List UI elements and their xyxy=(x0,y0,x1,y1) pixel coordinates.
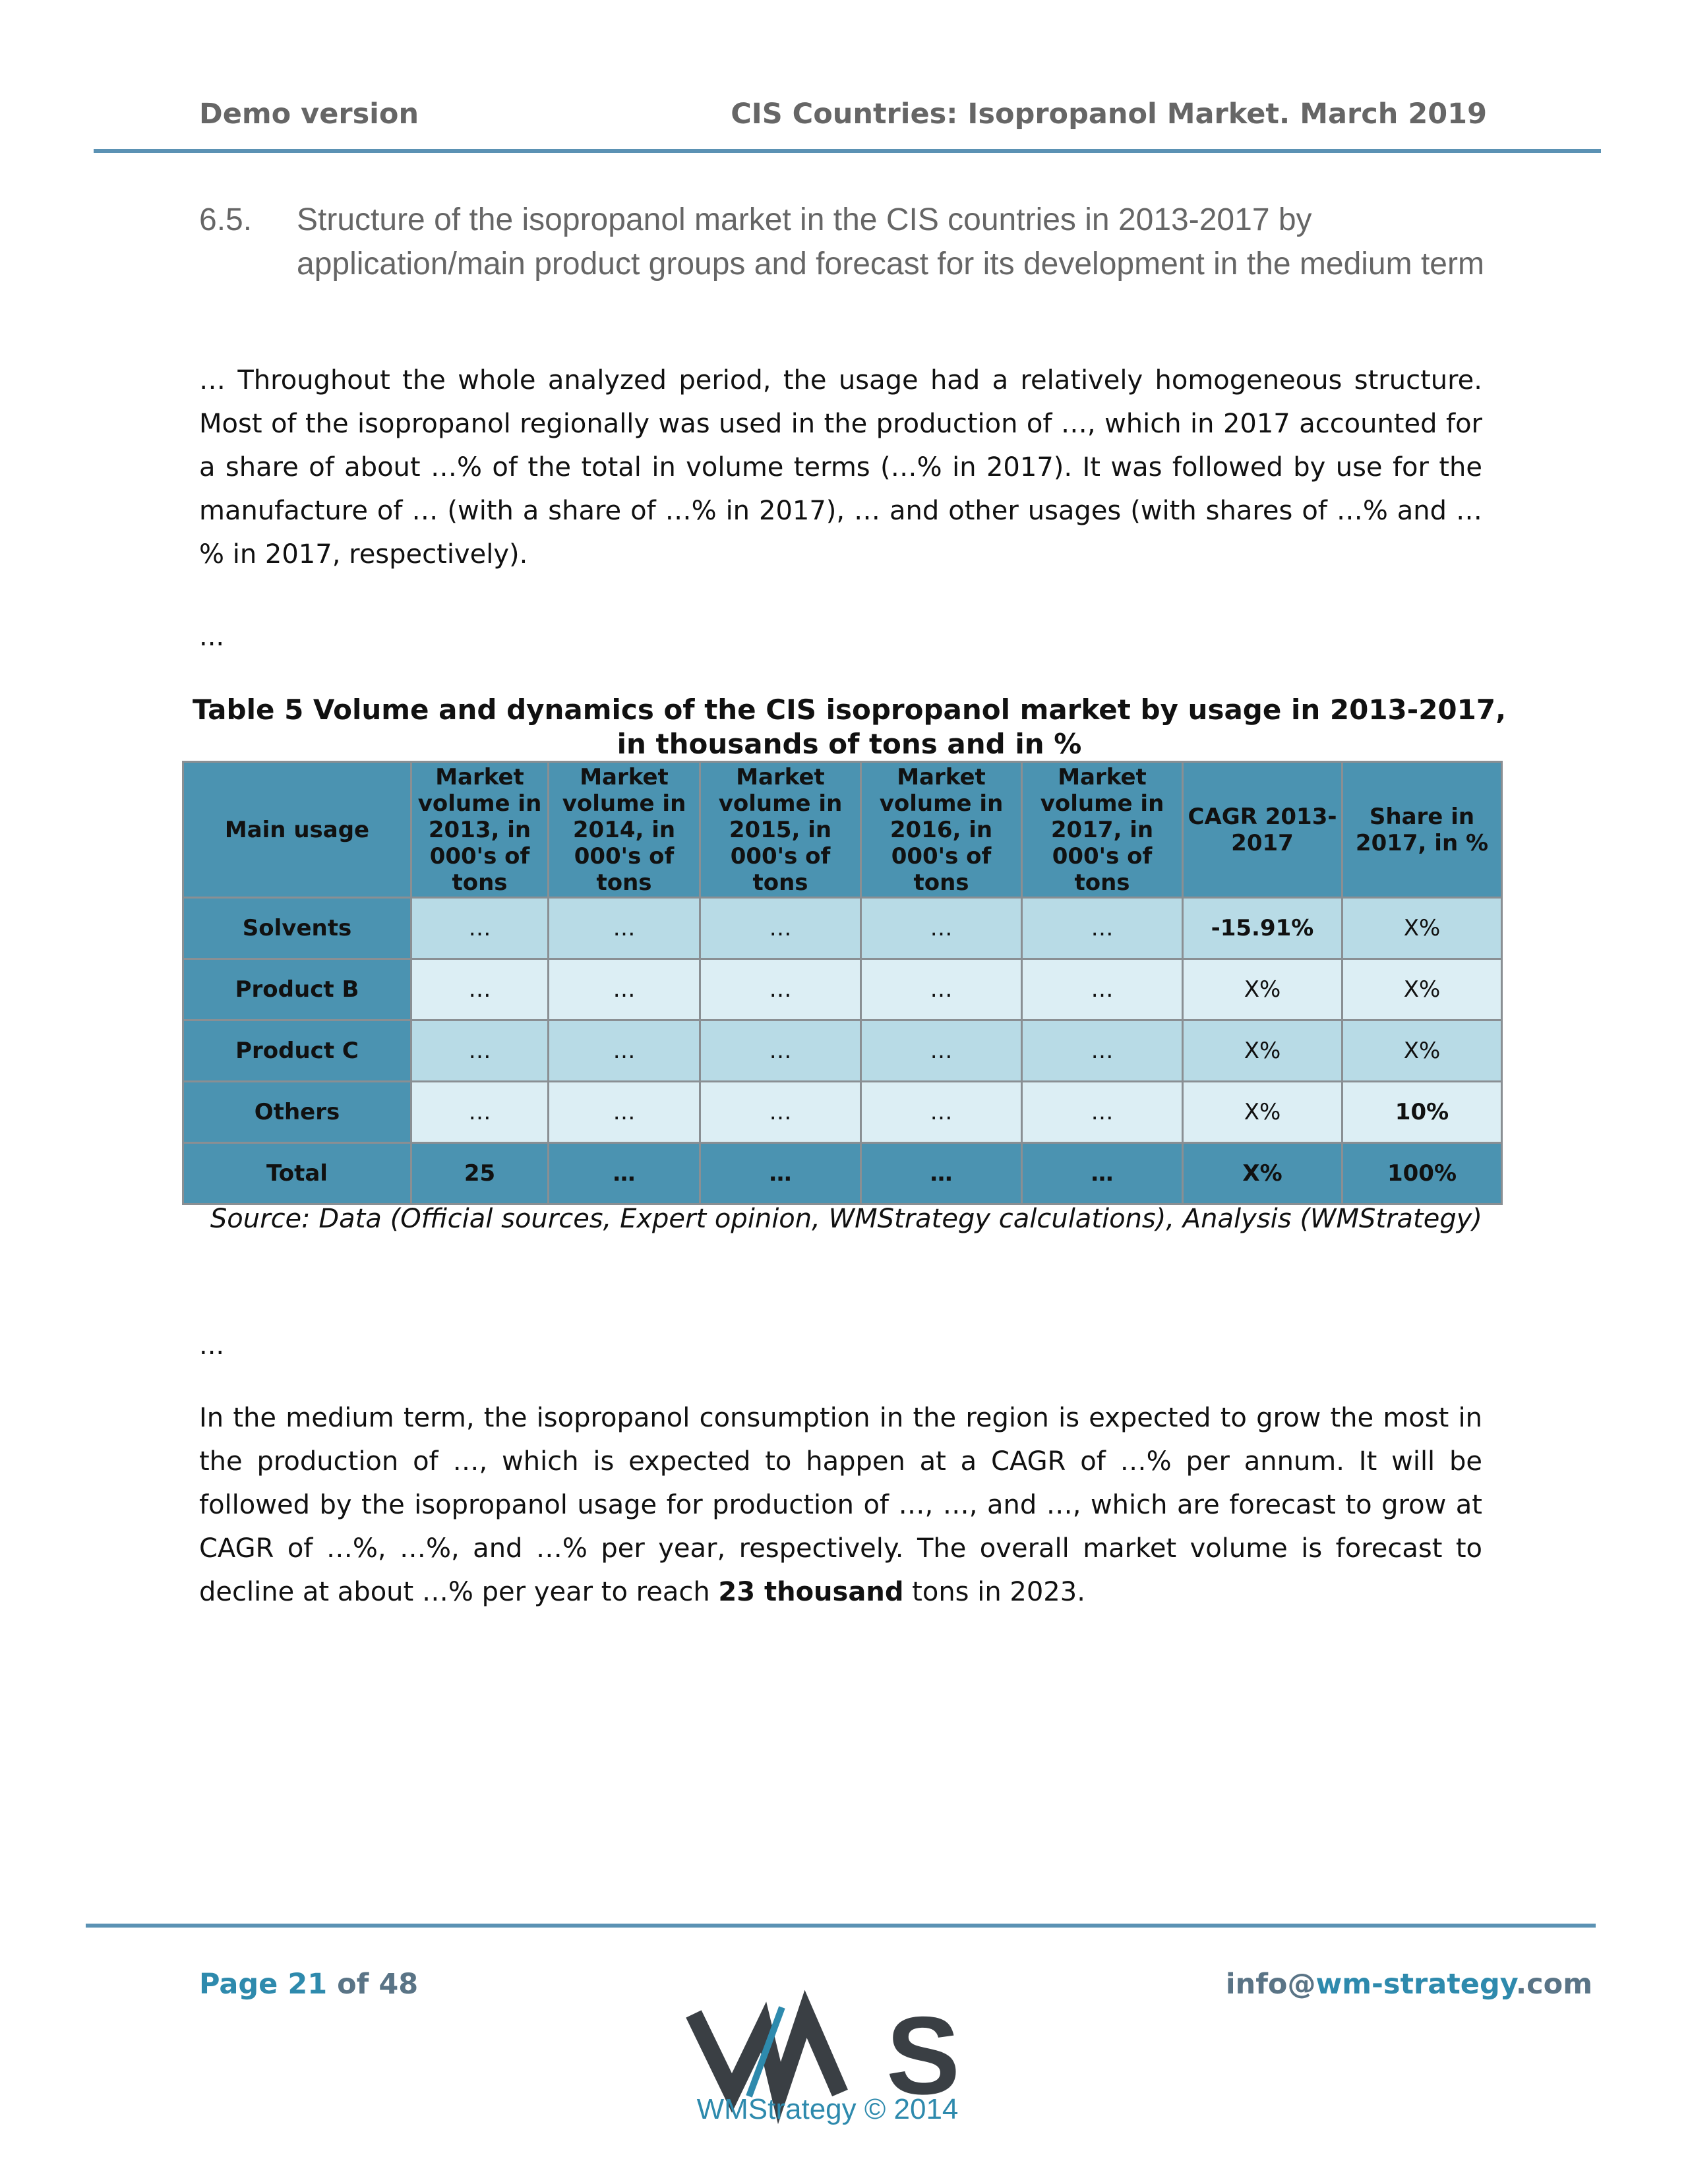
column-header: Main usage xyxy=(183,762,411,898)
section-title: Structure of the isopropanol market in the CIS countries in 2013-2017 by application/main product groups and forecast for its development in the medium term xyxy=(297,202,1484,281)
page-total: of 48 xyxy=(337,1968,419,2001)
column-header: CAGR 2013-2017 xyxy=(1183,762,1342,898)
table-row xyxy=(183,959,1502,1020)
table-cell: 10% xyxy=(1342,1082,1502,1143)
column-header: Market volume in 2016, in 000's of tons xyxy=(861,762,1022,898)
market-usage-table xyxy=(182,761,1503,1205)
omission-marker: ... xyxy=(199,622,225,652)
email-tld: .com xyxy=(1515,1968,1592,2001)
logo-caption: WMStrategy © 2014 xyxy=(696,2093,959,2125)
column-header: Market volume in 2017, in 000's of tons xyxy=(1022,762,1183,898)
table-cell: … xyxy=(549,1082,700,1143)
table-cell: 100% xyxy=(1342,1143,1502,1204)
forecast-highlight: 23 thousand xyxy=(718,1577,904,1607)
table-cell: … xyxy=(411,898,549,959)
table-cell: X% xyxy=(1183,1143,1342,1204)
header-divider xyxy=(94,149,1601,153)
table-row xyxy=(183,1020,1502,1082)
row-label: Product B xyxy=(183,959,411,1020)
header-report-title: CIS Countries: Isopropanol Market. March 2019 xyxy=(731,98,1487,131)
table-cell: … xyxy=(861,898,1022,959)
section-heading xyxy=(199,198,1492,286)
table-row xyxy=(183,898,1502,959)
table-cell: … xyxy=(1022,959,1183,1020)
table-cell: … xyxy=(549,1020,700,1082)
table-cell: X% xyxy=(1342,1020,1502,1082)
omission-marker: ... xyxy=(199,1330,225,1361)
table-cell: … xyxy=(411,959,549,1020)
section-number: 6.5. xyxy=(199,202,253,237)
table-cell: … xyxy=(700,959,861,1020)
table-cell: … xyxy=(1022,1020,1183,1082)
table-cell: … xyxy=(1022,1143,1183,1204)
table-cell: X% xyxy=(1183,959,1342,1020)
header-document-version: Demo version xyxy=(199,98,419,131)
page-number: 21 xyxy=(287,1968,328,2001)
table-cell: … xyxy=(700,1082,861,1143)
table-cell: … xyxy=(549,898,700,959)
table-cell: … xyxy=(700,898,861,959)
table-row-total xyxy=(183,1143,1502,1204)
table-cell: X% xyxy=(1342,959,1502,1020)
table-cell: 25 xyxy=(411,1143,549,1204)
table-cell: … xyxy=(700,1143,861,1204)
forecast-paragraph xyxy=(199,1396,1482,1614)
column-header: Market volume in 2015, in 000's of tons xyxy=(700,762,861,898)
table-cell: X% xyxy=(1183,1082,1342,1143)
table-cell: X% xyxy=(1342,898,1502,959)
table-cell: … xyxy=(1022,898,1183,959)
page-label: Page xyxy=(199,1968,278,2001)
table-cell: … xyxy=(861,959,1022,1020)
table-row xyxy=(183,1082,1502,1143)
forecast-text-end: tons in 2023. xyxy=(903,1577,1085,1607)
row-label: Solvents xyxy=(183,898,411,959)
table-source-note: Source: Data (Official sources, Expert opinion, WMStrategy calculations), Analysis (WMStrategy) xyxy=(210,1204,1482,1234)
wms-logo-icon xyxy=(686,1978,969,2156)
contact-email[interactable] xyxy=(1226,1968,1592,2001)
table-cell: -15.91% xyxy=(1183,898,1342,959)
table-cell: … xyxy=(861,1020,1022,1082)
table-cell: … xyxy=(549,959,700,1020)
email-user: info@ xyxy=(1225,1968,1316,2001)
column-header: Share in 2017, in % xyxy=(1342,762,1502,898)
table-cell: … xyxy=(549,1143,700,1204)
email-domain: wm-strategy xyxy=(1315,1968,1516,2001)
table-cell: … xyxy=(700,1020,861,1082)
row-label: Total xyxy=(183,1143,411,1204)
row-label: Product C xyxy=(183,1020,411,1082)
table-cell: … xyxy=(861,1143,1022,1204)
table-cell: … xyxy=(411,1020,549,1082)
forecast-text: In the medium term, the isopropanol consumption in the region is expected to grow the most in the production of …, which is expected to happen at a CAGR of …% per annum. It will be followed by the isopropanol usage for production of …, …, and …, which are forecast to grow at CAGR of …%, …%, and …% per year, respectively. The overall market volume is forecast to decline at about …% per year to reach xyxy=(199,1403,1482,1607)
page-indicator xyxy=(199,1968,418,2001)
table-header-row xyxy=(183,762,1502,898)
column-header: Market volume in 2013, in 000's of tons xyxy=(411,762,549,898)
logo-letter: S xyxy=(886,1993,961,2117)
table-caption: Table 5 Volume and dynamics of the CIS isopropanol market by usage in 2013-2017, in thousands of tons and in % xyxy=(192,694,1507,760)
row-label: Others xyxy=(183,1082,411,1143)
table-cell: … xyxy=(411,1082,549,1143)
column-header: Market volume in 2014, in 000's of tons xyxy=(549,762,700,898)
intro-paragraph: … Throughout the whole analyzed period, the usage had a relatively homogeneous structure. Most of the isopropanol regionally was used in the production of …, which in 2017 accounted for a share of about …% of the total in volume terms (…% in 2017). It was followed by use for the manufacture of … (with a share of …% in 2017), … and other usages (with shares of …% and …% in 2017, respectively). xyxy=(199,365,1482,570)
table-cell: … xyxy=(861,1082,1022,1143)
table-cell: … xyxy=(1022,1082,1183,1143)
footer-divider xyxy=(86,1924,1596,1928)
table-cell: X% xyxy=(1183,1020,1342,1082)
